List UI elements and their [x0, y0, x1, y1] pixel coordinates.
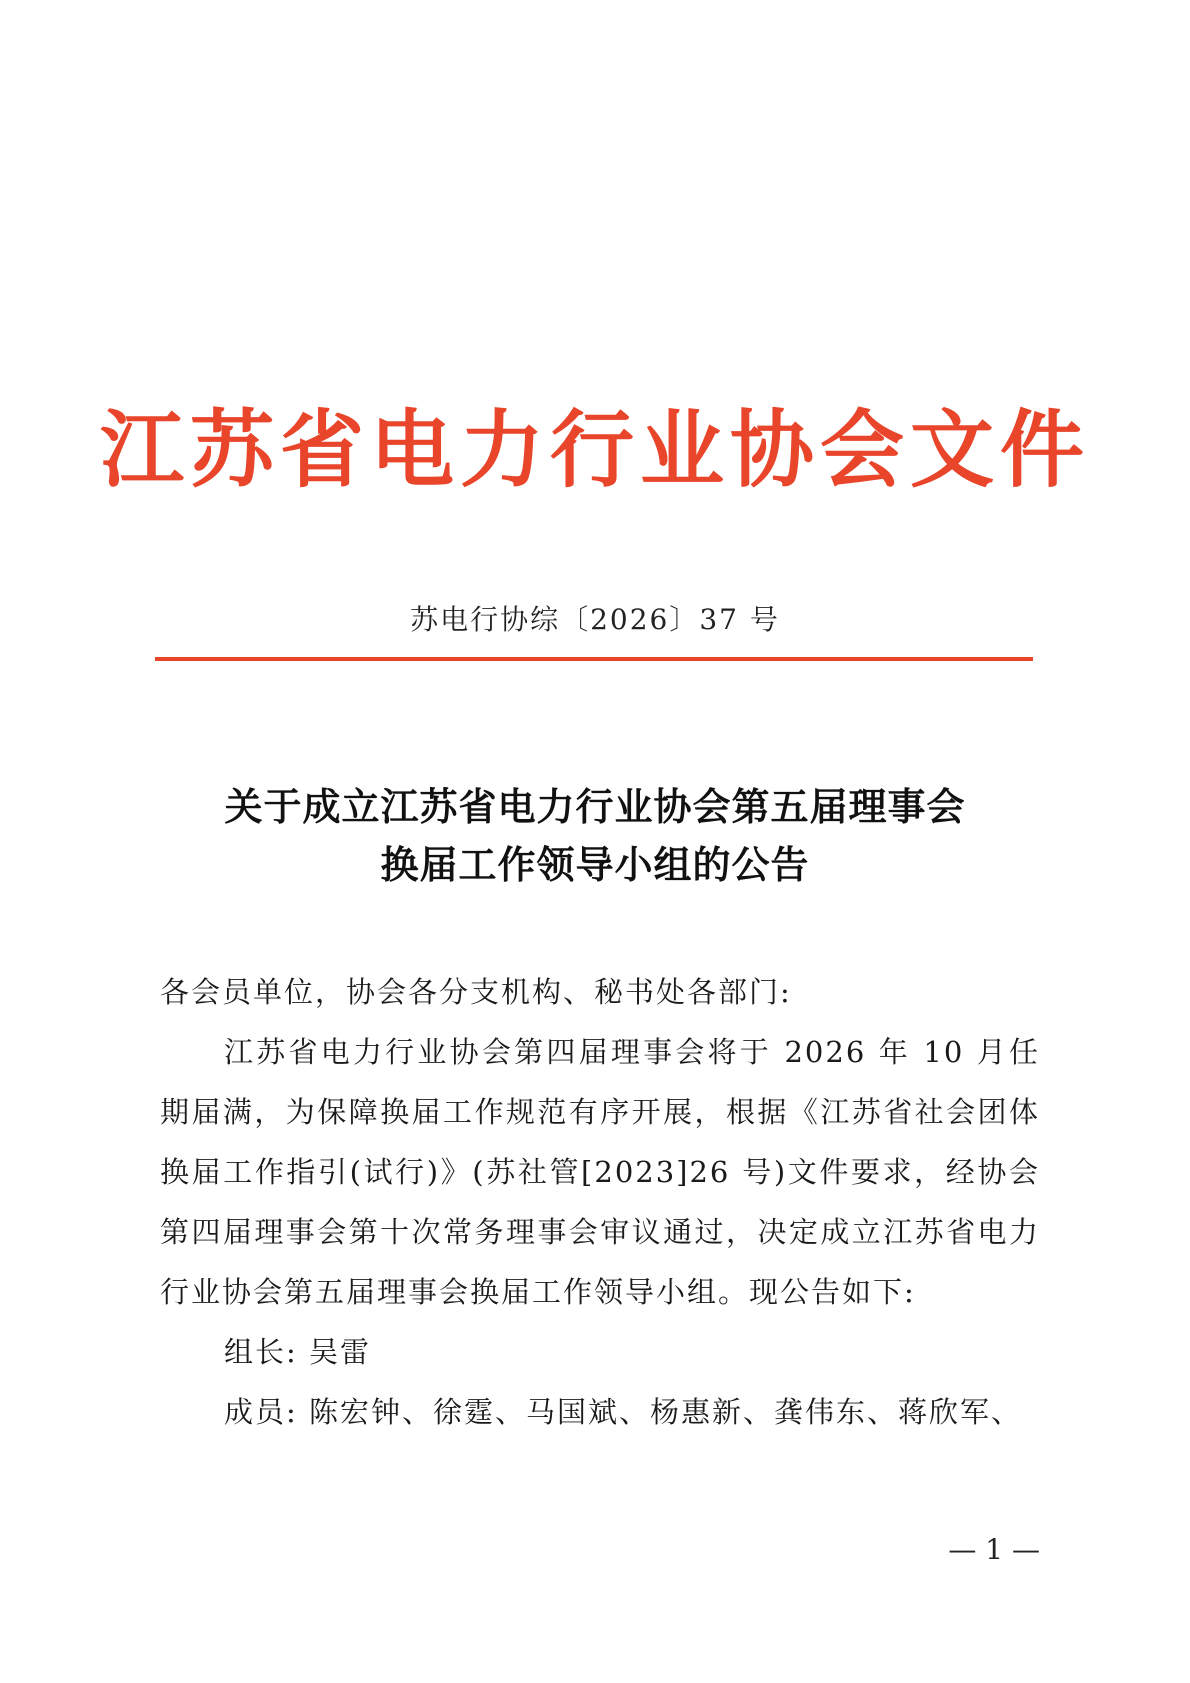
document-number: 苏电行协综〔2026〕37 号	[410, 603, 780, 636]
group-members-line: 成员: 陈宏钟、徐霆、马国斌、杨惠新、龚伟东、蒋欣军、	[224, 1395, 1022, 1429]
salutation: 各会员单位，协会各分支机构、秘书处各部门:	[160, 975, 792, 1009]
masthead-title: 江苏省电力行业协会文件	[99, 400, 1090, 499]
red-divider-rule	[155, 657, 1033, 661]
group-leader-line: 组长: 吴雷	[224, 1335, 371, 1369]
page-number: — 1 —	[948, 1533, 1040, 1566]
body-paragraph: 江苏省电力行业协会第四届理事会将于 2026 年 10 月任期届满，为保障换届工作规范有序开展，根据《江苏省社会团体换届工作指引(试行)》(苏社管[2023]26 号)文件要求，经协会第四届理事会第十次常务理事会审议通过，决定成立江苏省电力行业协会第五届理事会换届工作领导小组。现公告如下:	[160, 1035, 1040, 1309]
title-line-2: 换届工作领导小组的公告	[380, 842, 810, 887]
document-body	[160, 962, 1040, 1442]
announcement-title	[0, 778, 1190, 894]
title-line-1: 关于成立江苏省电力行业协会第五届理事会	[224, 784, 966, 829]
